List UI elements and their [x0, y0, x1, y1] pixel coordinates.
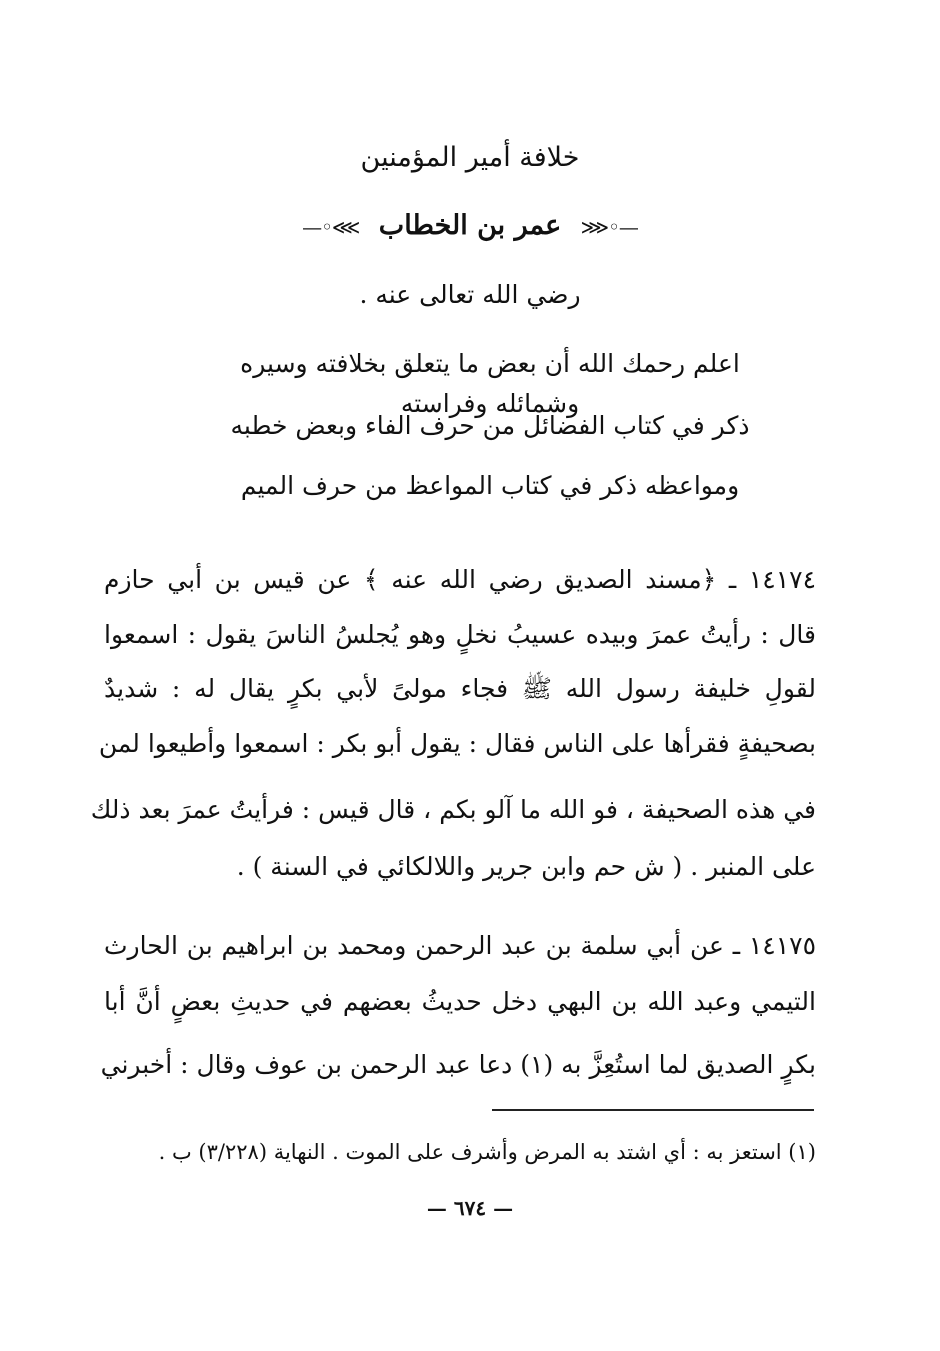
hadith-14174-line-6: على المنبر . ( ش حم وابن جرير واللالكائي في السنة ) . [236, 852, 816, 881]
hadith-14174-line-3: لقولِ خليفة رسول الله ﷺ فجاء مولىً لأبي بكرٍ يقال له : شديدٌ [104, 674, 816, 703]
caliph-name-heading [0, 206, 940, 247]
footnote: (١) استعز به : أي اشتد به المرض وأشرف على الموت . النهاية (٣/٢٢٨) ب . [158, 1140, 816, 1164]
intro-line-1: اعلم رحمك الله أن بعض ما يتعلق بخلافته وسيره وشمائله وفراسته [240, 349, 740, 418]
hadith-14174-line-5: في هذه الصحيفة ، فو الله ما آلو بكم ، قال قيس : فرأيتُ عمرَ بعد ذلك [90, 795, 816, 824]
hadith-14175-line-3: بكرٍ الصديق لما استُعِزَّ به (١) دعا عبد الرحمن بن عوف وقال : أخبرني [100, 1050, 816, 1079]
honorific-line: رضي الله تعالى عنه . [359, 280, 581, 309]
hadith-14175-line-2: التيمي وعبد الله بن البهي دخل حديثُ بعضهم في حديثِ بعضٍ أنَّ أبا [104, 987, 816, 1016]
hadith-14174-line-4: بصحيفةٍ فقرأها على الناس فقال : يقول أبو بكر : اسمعوا وأطيعوا لمن [98, 729, 816, 758]
ornament-left-icon: ⋙◦— [302, 214, 360, 239]
section-title: خلافة أمير المؤمنين [360, 142, 580, 173]
hadith-14175-line-1: ١٤١٧٥ ـ عن أبي سلمة بن عبد الرحمن ومحمد بن ابراهيم بن الحارث [104, 931, 816, 960]
ornament-right-icon: —◦⋘ [580, 214, 638, 239]
intro-line-3: ومواعظه ذكر في كتاب المواعظ من حرف الميم [240, 471, 740, 500]
page-number: — ٦٧٤ — [426, 1196, 514, 1220]
hadith-14174-line-1: ١٤١٧٤ ـ ﴿مسند الصديق رضي الله عنه ﴾ عن قيس بن أبي حازم [104, 565, 816, 594]
caliph-name: عمر بن الخطاب [378, 210, 562, 241]
hadith-14174-line-2: قال : رأيتُ عمرَ وبيده عسيبُ نخلٍ وهو يُجلسُ الناسَ يقول : اسمعوا [104, 620, 816, 649]
footnote-divider [492, 1109, 814, 1111]
intro-line-2: ذكر في كتاب الفضائل من حرف الفاء وبعض خطبه [230, 411, 750, 440]
